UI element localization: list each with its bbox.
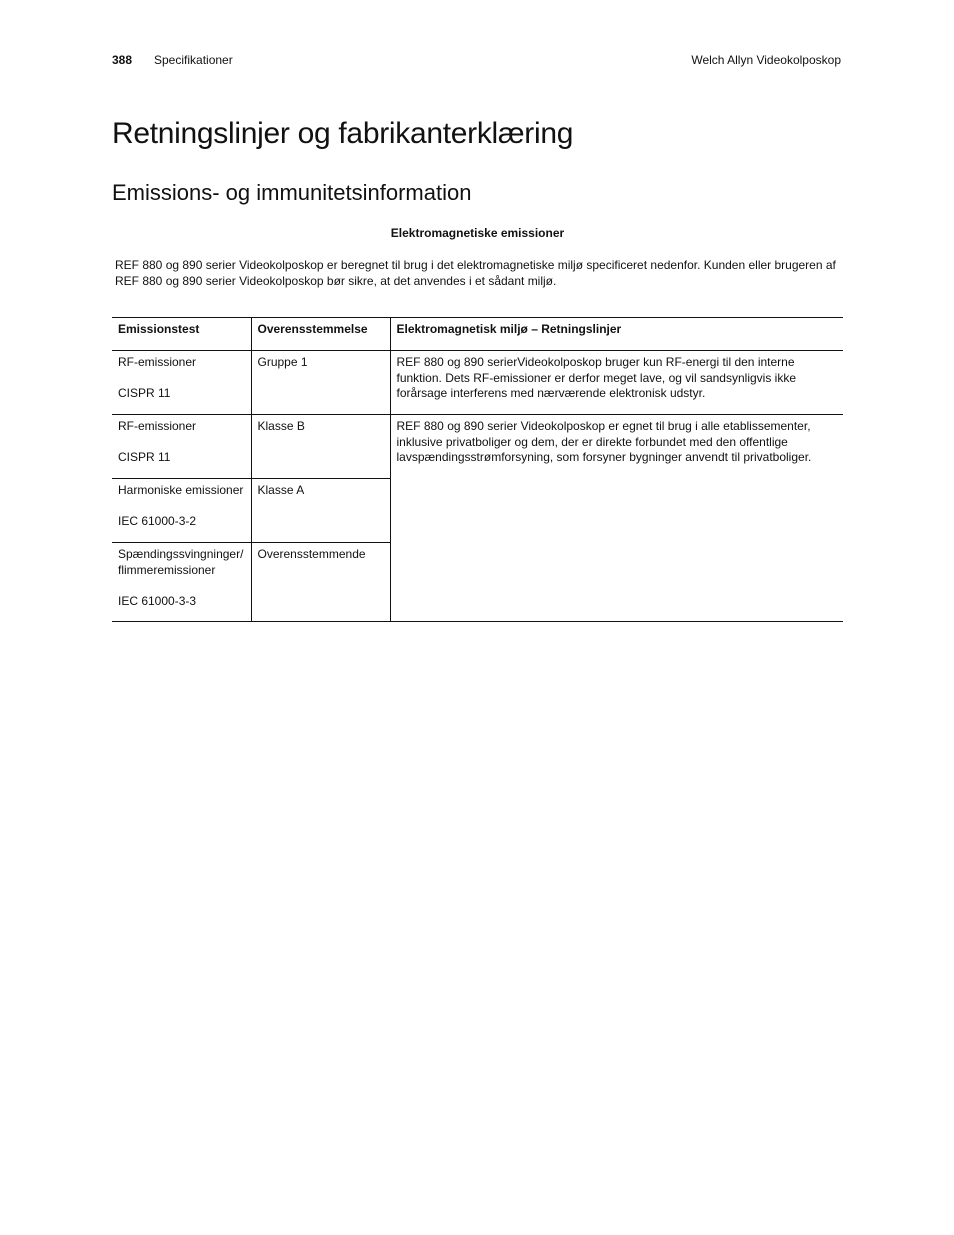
test-name: RF-emissioner — [118, 355, 197, 369]
cell-test — [112, 543, 251, 622]
test-standard: CISPR 11 — [118, 386, 171, 400]
cell-test — [112, 351, 251, 415]
page-number: 388 — [112, 53, 133, 67]
table-header-row — [112, 318, 843, 351]
test-standard: IEC 61000-3-3 — [118, 593, 197, 608]
cell-test — [112, 479, 251, 543]
test-standard: CISPR 11 — [118, 450, 171, 464]
cell-compliance: Overensstemmende — [251, 543, 390, 622]
test-name: Spændingssvingninger/ flimmeremissioner — [118, 547, 244, 577]
table-title: Elektromagnetiske emissioner — [390, 226, 565, 240]
column-header-guidance: Elektromagnetisk miljø – Retningslinjer — [390, 318, 843, 351]
page-title: Retningslinjer og fabrikanterklæring — [112, 117, 574, 150]
cell-compliance: Klasse A — [251, 479, 390, 543]
cell-test — [112, 415, 251, 479]
emissions-table — [112, 317, 843, 622]
product-name: Welch Allyn Videokolposkop — [691, 53, 841, 67]
intro-paragraph: REF 880 og 890 serier Videokolposkop er beregnet til brug i det elektromagnetiske miljø specificeret nedenfor. Kunden eller brugeren af REF 880 og 890 serier Videokolposkop bør sikre, at det anvendes i et sådant miljø. — [115, 258, 836, 288]
column-header-compliance: Overensstemmelse — [251, 318, 390, 351]
cell-guidance: REF 880 og 890 serier Videokolposkop er egnet til brug i alle etablissementer, inklusive privatboliger og dem, der er direkte forbundet med den offentlige lavspændingsstrømforsyning, som forsyner bygninger anvendt til privatboliger. — [390, 415, 843, 622]
cell-compliance: Gruppe 1 — [251, 351, 390, 415]
column-header-test: Emissionstest — [112, 318, 251, 351]
page-header — [112, 53, 841, 69]
page-subtitle: Emissions- og immunitetsinformation — [112, 180, 472, 205]
cell-compliance: Klasse B — [251, 415, 390, 479]
table-row — [112, 415, 843, 479]
test-name: Harmoniske emissioner — [118, 483, 244, 497]
table-row — [112, 351, 843, 415]
cell-guidance: REF 880 og 890 serierVideokolposkop bruger kun RF-energi til den interne funktion. Dets RF-emissioner er derfor meget lave, og vil sandsynligvis ikke forårsage interferens med nærværende elektronisk udstyr. — [390, 351, 843, 415]
section-name: Specifikationer — [154, 53, 233, 67]
test-name: RF-emissioner — [118, 419, 197, 433]
test-standard: IEC 61000-3-2 — [118, 514, 197, 528]
